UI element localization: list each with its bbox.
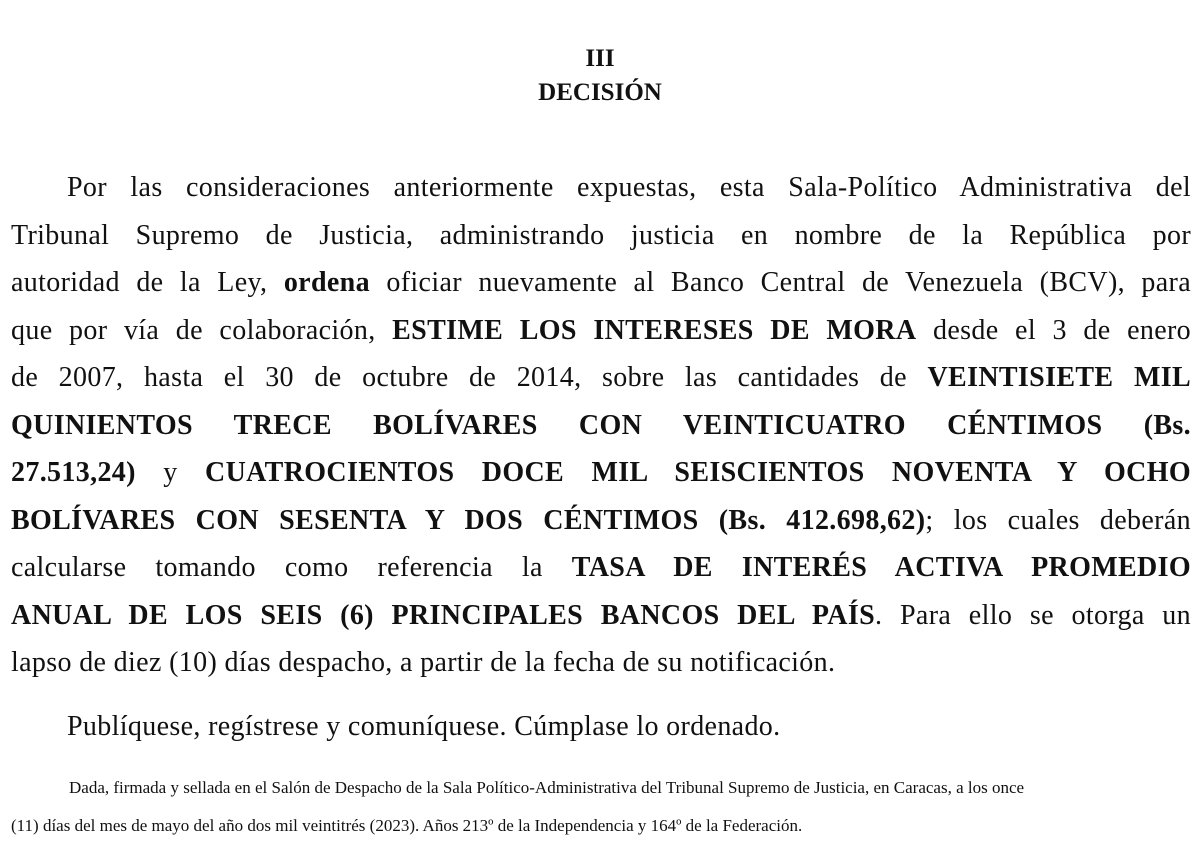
text-run: desde el 3 de enero [933,314,1192,346]
text-run: calcularse tomando como referencia la [11,552,543,583]
paragraph-line [11,354,1191,402]
paragraph-line [11,307,1191,355]
bold-text-run: VEINTISIETE MIL [927,362,1191,393]
text-run: lapso de diez (10) días despacho, a partir de la fecha de su notificación. [11,647,836,678]
text-run: de 2007, hasta el 30 de octubre de 2014, sobre las cantidades de [11,362,907,393]
text-run: ; los cuales deberán [925,504,1191,536]
section-number: III [585,45,615,72]
footer-line: (11) días del mes de mayo del año dos mil veintitrés (2023). Años 213º de la Independencia y 164º de la Federación. [11,816,803,835]
text-run: autoridad de la Ley, [11,267,268,298]
decision-paragraph [11,164,1191,687]
paragraph-line [11,449,1191,497]
bold-text-run: ordena [283,267,370,298]
section-title: DECISIÓN [538,79,662,106]
bold-text-run: QUINIENTOS TRECE BOLÍVARES CON VEINTICUATRO CÉNTIMOS (Bs. [11,409,1191,441]
bold-text-run: CUATROCIENTOS DOCE MIL SEISCIENTOS NOVENTA Y OCHO [205,457,1192,488]
paragraph-line [11,544,1191,592]
paragraph-line [11,592,1191,640]
closing-paragraph: Publíquese, regístrese y comuníquese. Cúmplase lo ordenado. [67,711,781,742]
text-run: que por vía de colaboración, [11,314,376,346]
paragraph-line [11,164,1191,212]
bold-text-run: TASA DE INTERÉS ACTIVA PROMEDIO [571,552,1191,583]
text-run: y [163,457,178,488]
text-run: Por las consideraciones anteriormente expuestas, esta Sala-Político Administrativa del [67,172,1191,203]
paragraph-line [11,497,1191,545]
text-run: oficiar nuevamente al Banco Central de Venezuela (BCV), para [386,267,1191,298]
footer-line: Dada, firmada y sellada en el Salón de Despacho de la Sala Político-Administrativa del Tribunal Supremo de Justicia, en Caracas, a los once [69,778,1025,797]
paragraph-line [11,639,1191,687]
paragraph-line [11,259,1191,307]
text-run: . Para ello se otorga un [875,599,1191,631]
bold-text-run: ESTIME LOS INTERESES DE MORA [392,314,917,346]
text-run: Tribunal Supremo de Justicia, administrando justicia en nombre de la República por [11,219,1191,251]
bold-text-run: 27.513,24) [11,457,136,488]
bold-text-run: BOLÍVARES CON SESENTA Y DOS CÉNTIMOS (Bs. 412.698,62) [11,504,926,536]
paragraph-line [11,402,1191,450]
bold-text-run: ANUAL DE LOS SEIS (6) PRINCIPALES BANCOS DEL PAÍS [11,599,875,631]
paragraph-line [11,212,1191,260]
